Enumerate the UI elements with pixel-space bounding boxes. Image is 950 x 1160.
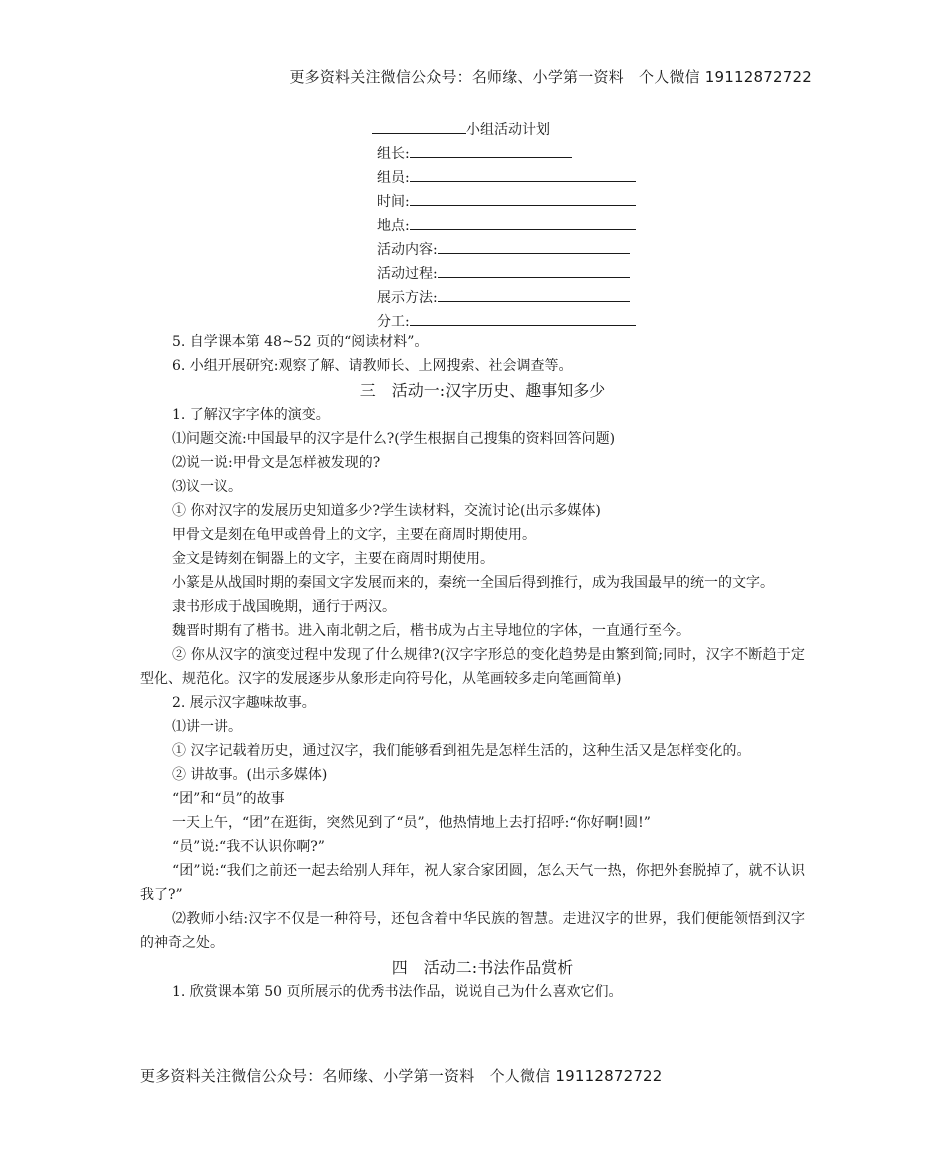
paragraph: ⑵教师小结:汉字不仅是一种符号，还包含着中华民族的智慧。走进汉字的世界，我们便能领悟到汉字的神奇之处。 <box>140 911 805 951</box>
plan-label-leader: 组长: <box>377 146 410 162</box>
paragraph: 甲骨文是刻在龟甲或兽骨上的文字，主要在商周时期使用。 <box>172 527 536 543</box>
plan-label-content: 活动内容: <box>377 242 438 258</box>
plan-row-members <box>372 166 672 190</box>
paragraph: ① 你对汉字的发展历史知道多少?学生读材料，交流讨论(出示多媒体) <box>172 503 601 519</box>
plan-row-leader <box>372 142 672 166</box>
paragraph: ⑴讲一讲。 <box>172 719 242 735</box>
paragraph: 2. 展示汉字趣味故事。 <box>172 695 316 711</box>
paragraph: 金文是铸刻在铜器上的文字，主要在商周时期使用。 <box>172 551 494 567</box>
footer-promo-note: 更多资料关注微信公众号：名师缘、小学第一资料 个人微信 19112872722 <box>140 1067 663 1085</box>
paragraph: ② 讲故事。(出示多媒体) <box>172 767 328 783</box>
header-promo-note: 更多资料关注微信公众号：名师缘、小学第一资料 个人微信 19112872722 <box>289 68 812 86</box>
lesson-body <box>140 330 805 1004</box>
paragraph: 6. 小组开展研究:观察了解、请教师长、上网搜索、社会调查等。 <box>172 358 573 374</box>
paragraph: ⑴问题交流:中国最早的汉字是什么?(学生根据自己搜集的资料回答问题) <box>172 431 616 447</box>
plan-row-place <box>372 214 672 238</box>
process-blank[interactable] <box>438 262 630 278</box>
paragraph: ⑶议一议。 <box>172 479 242 495</box>
place-blank[interactable] <box>410 214 636 230</box>
paragraph: “团”说:“我们之前还一起去给别人拜年，祝人家合家团圆，怎么天气一热，你把外套脱掉了，就不认识我了?” <box>140 863 805 903</box>
paragraph: 一天上午，“团”在逛街，突然见到了“员”，他热情地上去打招呼:“你好啊!圆!” <box>172 815 651 831</box>
group-activity-plan-form <box>372 118 672 334</box>
plan-row-content <box>372 238 672 262</box>
leader-blank[interactable] <box>410 142 572 158</box>
plan-label-time: 时间: <box>377 194 410 210</box>
paragraph: 1. 欣赏课本第 50 页所展示的优秀书法作品，说说自己为什么喜欢它们。 <box>172 984 623 1000</box>
plan-label-division: 分工: <box>377 314 410 330</box>
section-heading-activity-one: 三 活动一:汉字历史、趣事知多少 <box>359 381 606 400</box>
story-title: “团”和“员”的故事 <box>172 791 285 807</box>
plan-row-display <box>372 286 672 310</box>
plan-label-process: 活动过程: <box>377 266 438 282</box>
paragraph: 1. 了解汉字字体的演变。 <box>172 407 330 423</box>
paragraph: ② 你从汉字的演变过程中发现了什么规律?(汉字字形总的变化趋势是由繁到简;同时，汉字不断趋于定型化、规范化。汉字的发展逐步从象形走向符号化，从笔画较多走向笔画简单) <box>140 647 805 687</box>
display-blank[interactable] <box>438 286 630 302</box>
plan-label-display: 展示方法: <box>377 290 438 306</box>
plan-title <box>372 118 672 142</box>
content-blank[interactable] <box>438 238 630 254</box>
paragraph: 魏晋时期有了楷书。进入南北朝之后，楷书成为占主导地位的字体，一直通行至今。 <box>172 623 690 639</box>
section-heading-activity-two: 四 活动二:书法作品赏析 <box>391 958 574 977</box>
paragraph: 小篆是从战国时期的秦国文字发展而来的，秦统一全国后得到推行，成为我国最早的统一的文字。 <box>172 575 774 591</box>
paragraph: “员”说:“我不认识你啊?” <box>172 839 325 855</box>
group-name-blank[interactable] <box>372 118 466 134</box>
plan-title-text: 小组活动计划 <box>466 122 550 138</box>
paragraph: 5. 自学课本第 48~52 页的“阅读材料”。 <box>172 334 429 350</box>
plan-label-place: 地点: <box>377 218 410 234</box>
division-blank[interactable] <box>410 310 636 326</box>
members-blank[interactable] <box>410 166 636 182</box>
plan-row-time <box>372 190 672 214</box>
paragraph: ⑵说一说:甲骨文是怎样被发现的? <box>172 455 381 471</box>
plan-label-members: 组员: <box>377 170 410 186</box>
paragraph: 隶书形成于战国晚期，通行于两汉。 <box>172 599 396 615</box>
time-blank[interactable] <box>410 190 636 206</box>
paragraph: ① 汉字记载着历史，通过汉字，我们能够看到祖先是怎样生活的，这种生活又是怎样变化的。 <box>172 743 751 759</box>
plan-row-process <box>372 262 672 286</box>
